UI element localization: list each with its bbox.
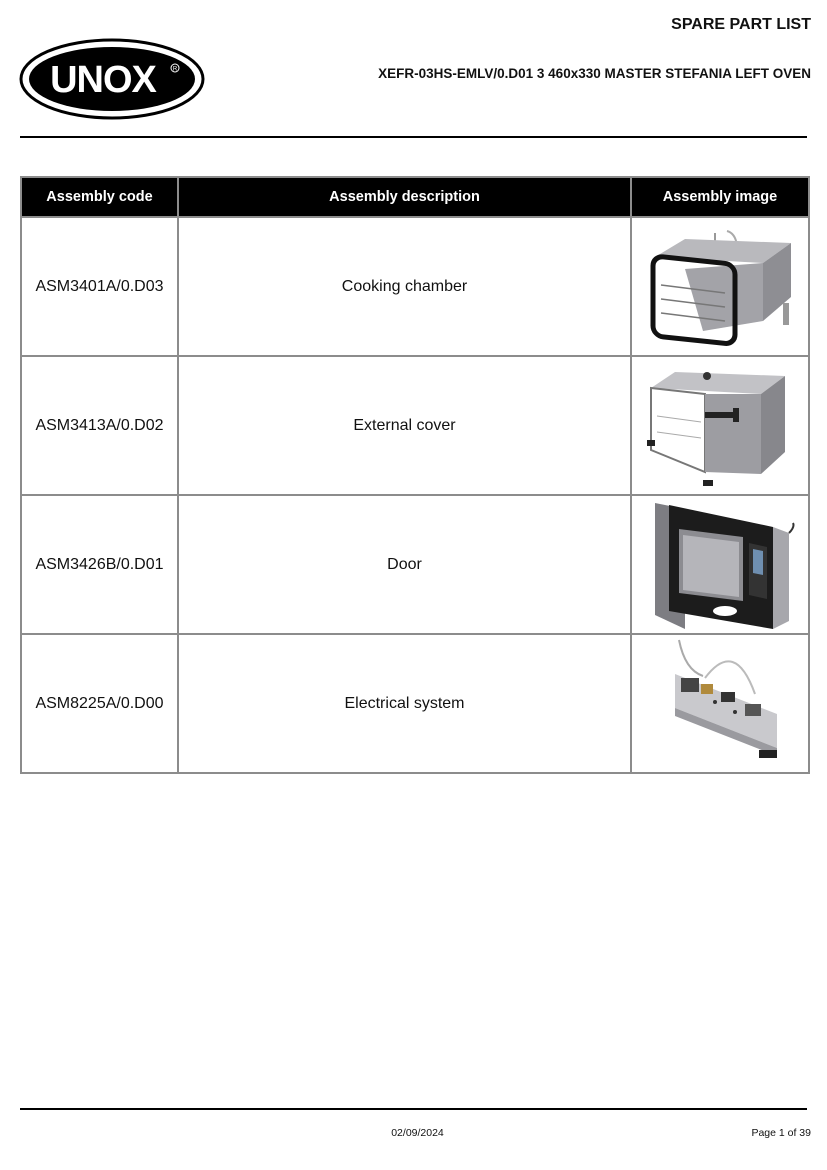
assembly-code: ASM8225A/0.D00 [21, 634, 178, 773]
assembly-code: ASM3413A/0.D02 [21, 356, 178, 495]
column-header-image: Assembly image [631, 177, 809, 217]
svg-text:R: R [172, 66, 178, 73]
assembly-code: ASM3401A/0.D03 [21, 217, 178, 356]
assembly-description: Electrical system [178, 634, 631, 773]
electrical-system-image [645, 638, 795, 770]
model-title: XEFR-03HS-EMLV/0.D01 3 460x330 MASTER STEFANIA LEFT OVEN [378, 66, 811, 81]
table-row [21, 495, 809, 634]
column-header-description: Assembly description [178, 177, 631, 217]
document-type-title: SPARE PART LIST [671, 16, 811, 33]
assembly-description: External cover [178, 356, 631, 495]
cooking-chamber-image [645, 227, 795, 347]
door-image [645, 499, 795, 631]
table-row [21, 356, 809, 495]
assembly-table [20, 176, 810, 774]
print-date: 02/09/2024 [391, 1127, 444, 1139]
table-row [21, 634, 809, 773]
assembly-code: ASM3426B/0.D01 [21, 495, 178, 634]
table-row [21, 217, 809, 356]
footer-divider [20, 1108, 807, 1110]
external-cover-image [645, 364, 795, 488]
assembly-description: Door [178, 495, 631, 634]
column-header-code: Assembly code [21, 177, 178, 217]
svg-text:UNOX: UNOX [50, 59, 156, 101]
assembly-description: Cooking chamber [178, 217, 631, 356]
page-number: Page 1 of 39 [751, 1127, 811, 1139]
header-divider [20, 136, 807, 138]
table-header-row [21, 177, 809, 217]
unox-logo [19, 38, 205, 120]
